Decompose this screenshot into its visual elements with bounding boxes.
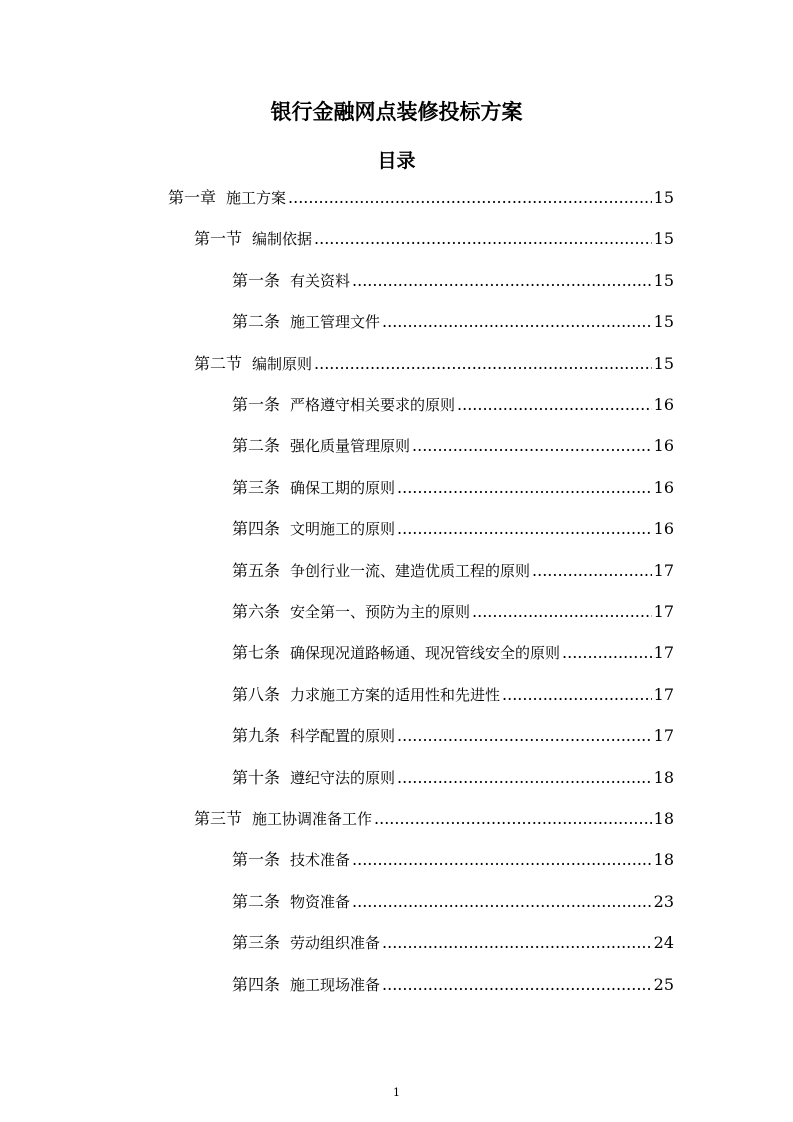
toc-leader-dots	[472, 599, 652, 625]
toc-entry-page: 16	[653, 477, 674, 497]
toc-entry-number: 第八条	[232, 684, 281, 704]
toc-leader-dots	[382, 930, 652, 956]
toc-entry-title: 安全第一、预防为主的原则	[290, 603, 471, 621]
toc-leader-dots	[562, 640, 652, 666]
toc-entry-page: 24	[653, 933, 674, 953]
toc-leader-dots	[502, 682, 652, 708]
toc-entry-title: 施工方案	[226, 189, 287, 207]
toc-entry-number: 第一条	[232, 395, 281, 414]
toc-entry-number: 第二条	[232, 436, 281, 456]
toc-leader-dots	[397, 475, 652, 501]
toc-leader-dots	[382, 309, 652, 335]
toc-entry[interactable]	[232, 599, 674, 625]
toc-entry-title: 遵纪守法的原则	[290, 768, 396, 787]
toc-entry-title: 文明施工的原则	[290, 520, 396, 539]
toc-entry[interactable]	[232, 889, 674, 915]
toc-entry[interactable]	[232, 640, 674, 666]
toc-leader-dots	[397, 765, 652, 791]
toc-entry-title: 确保现况道路畅通、现况管线安全的原则	[290, 644, 561, 663]
toc-entry-page: 17	[653, 684, 674, 704]
toc-entry-page: 15	[653, 270, 674, 290]
toc-entry[interactable]	[232, 930, 674, 956]
toc-entry[interactable]	[232, 309, 674, 335]
toc-entry-title: 物资准备	[290, 892, 351, 911]
toc-entry-number: 第二条	[232, 891, 281, 911]
toc-entry-page: 16	[653, 436, 674, 456]
toc-entry-title: 强化质量管理原则	[290, 437, 411, 456]
toc-entry-title: 编制依据	[252, 230, 313, 249]
toc-entry-title: 施工协调准备工作	[252, 810, 373, 828]
toc-entry-number: 第一条	[232, 270, 281, 290]
toc-entry[interactable]	[194, 226, 674, 252]
toc-entry-page: 17	[653, 560, 674, 580]
toc-heading: 目录	[377, 150, 416, 172]
toc-entry-number: 第十条	[232, 767, 281, 787]
toc-leader-dots	[374, 806, 652, 832]
toc-entry-page: 17	[653, 726, 674, 746]
toc-leader-dots	[532, 558, 652, 584]
toc-entry-number: 第一条	[232, 850, 281, 870]
toc-entry-page: 15	[653, 188, 674, 207]
toc-leader-dots	[412, 433, 652, 459]
toc-leader-dots	[352, 268, 652, 294]
toc-entry[interactable]	[232, 558, 674, 584]
toc-leader-dots	[288, 185, 652, 211]
toc-entry-number: 第四条	[232, 974, 281, 994]
toc-leader-dots	[352, 889, 652, 915]
toc-entry-number: 第五条	[232, 560, 281, 580]
toc-entry-page: 15	[653, 229, 674, 249]
toc-entry[interactable]	[232, 516, 674, 542]
toc-entry-page: 15	[653, 353, 674, 373]
toc-entry-title: 争创行业一流、建造优质工程的原则	[290, 561, 531, 580]
toc-entry-title: 施工现场准备	[290, 975, 381, 994]
toc-entry-title: 力求施工方案的适用性和先进性	[290, 685, 501, 704]
toc-entry-page: 16	[653, 395, 674, 414]
toc-entry-page: 18	[653, 850, 674, 870]
toc-entry-number: 第九条	[232, 726, 281, 746]
toc-entry-number: 第六条	[232, 602, 281, 621]
toc-entry-title: 有关资料	[290, 271, 351, 290]
toc-entry[interactable]	[232, 475, 674, 501]
toc-entry-title: 技术准备	[290, 851, 351, 870]
toc-entry-title: 编制原则	[252, 354, 313, 373]
toc-entry-number: 第二节	[194, 353, 243, 373]
toc-entry-number: 第三节	[194, 809, 243, 828]
toc-entry-number: 第一节	[194, 229, 243, 249]
toc-entry-number: 第三条	[232, 477, 281, 497]
toc-entry[interactable]	[232, 765, 674, 791]
document-title: 银行金融网点装修投标方案	[270, 100, 523, 124]
toc-entry[interactable]	[194, 351, 674, 377]
toc-entry-title: 施工管理文件	[290, 313, 381, 332]
toc-entry-page: 23	[653, 891, 674, 911]
toc-entry[interactable]	[232, 392, 674, 418]
toc-entry-page: 17	[653, 602, 674, 621]
toc-entry[interactable]	[232, 847, 674, 873]
toc-entry[interactable]	[232, 972, 674, 998]
toc-entry-page: 18	[653, 809, 674, 828]
toc-entry-title: 科学配置的原则	[290, 727, 396, 746]
toc-leader-dots	[314, 351, 652, 377]
toc-entry[interactable]	[232, 268, 674, 294]
page-number: 1	[393, 1086, 400, 1099]
toc-leader-dots	[397, 723, 652, 749]
toc-entry-number: 第一章	[168, 188, 217, 207]
toc-entry-title: 劳动组织准备	[290, 934, 381, 953]
toc-leader-dots	[314, 226, 652, 252]
toc-entry-page: 25	[653, 974, 674, 994]
toc-leader-dots	[457, 392, 652, 418]
toc-entry-number: 第二条	[232, 312, 281, 332]
toc-entry-page: 16	[653, 519, 674, 539]
toc-entry[interactable]	[232, 433, 674, 459]
toc-entry-page: 15	[653, 312, 674, 332]
toc-leader-dots	[397, 516, 652, 542]
toc-entry-title: 严格遵守相关要求的原则	[290, 396, 456, 414]
toc-entry-page: 17	[653, 643, 674, 663]
toc-entry[interactable]	[194, 806, 674, 832]
toc-entry[interactable]	[232, 723, 674, 749]
toc-leader-dots	[382, 972, 652, 998]
toc-entry-page: 18	[653, 767, 674, 787]
toc-entry[interactable]	[232, 682, 674, 708]
toc-entry-number: 第三条	[232, 933, 281, 953]
toc-leader-dots	[352, 847, 652, 873]
toc-entry-title: 确保工期的原则	[290, 478, 396, 497]
toc-entry-number: 第四条	[232, 519, 281, 539]
toc-entry[interactable]	[168, 185, 674, 211]
toc-entry-number: 第七条	[232, 643, 281, 663]
